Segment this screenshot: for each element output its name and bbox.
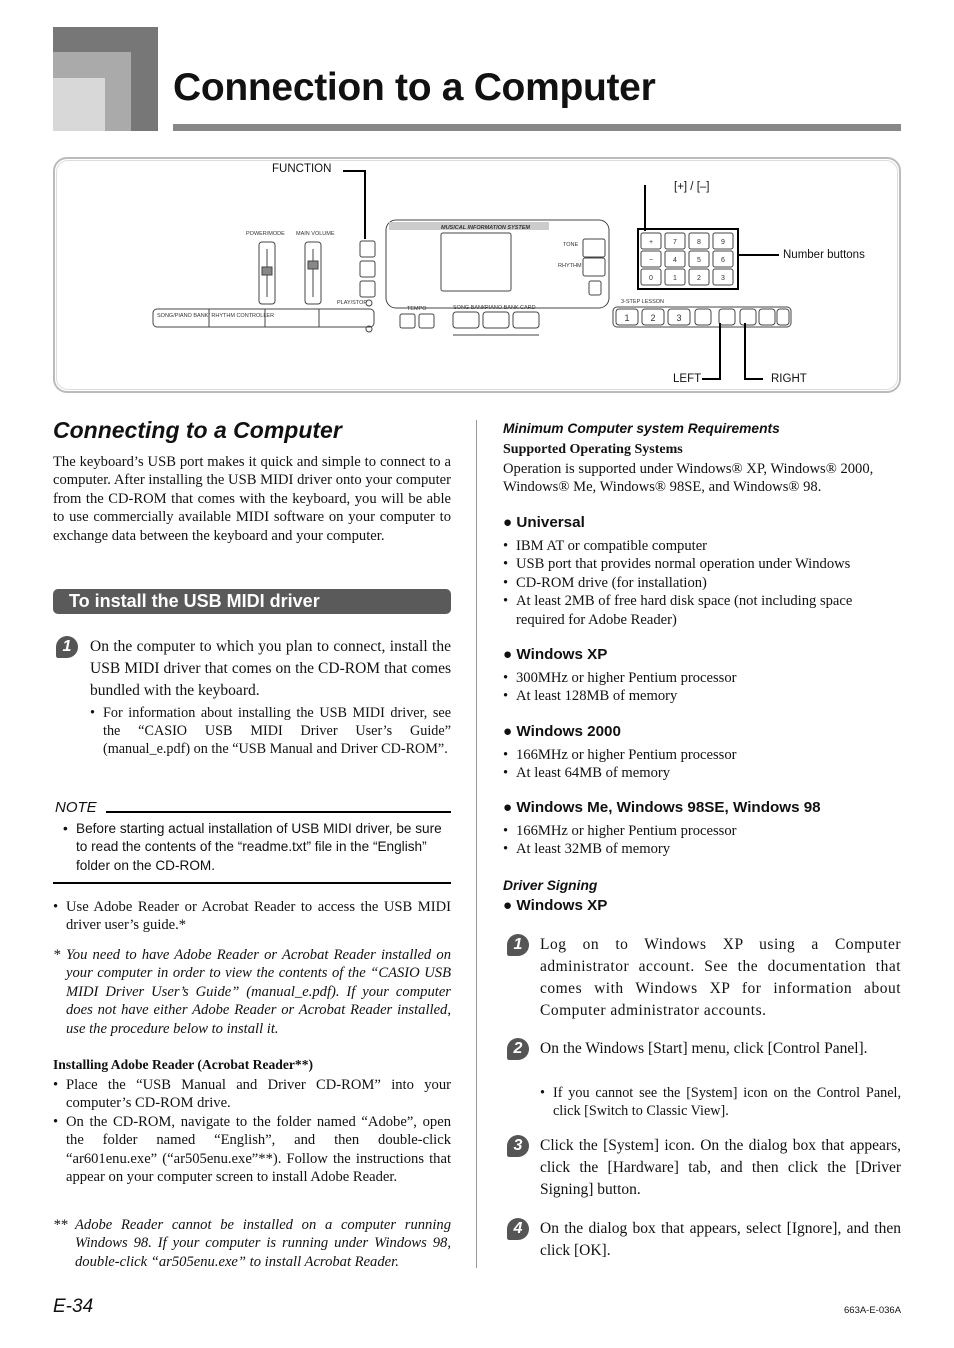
step-number: 3 (507, 1135, 529, 1157)
tone-label: TONE (563, 242, 579, 248)
song-bank-label: SONG BANK (453, 305, 486, 311)
driver-step-text: Log on to Windows XP using a Computer administrator account. See the documentation that comes with Windows XP for information about Computer administrator accounts. (540, 936, 901, 1019)
step3-key: 3 (676, 313, 682, 323)
lesson-label: 3-STEP LESSON (621, 299, 664, 305)
play-stop-label: PLAY/STOP (337, 300, 368, 306)
driver-step-bullets (540, 1084, 901, 1120)
section-heading: Connecting to a Computer (53, 417, 342, 443)
page-title: Connection to a Computer (173, 66, 656, 109)
key-5: 5 (697, 257, 701, 264)
install-step-bullets (90, 704, 451, 759)
minus-key: − (648, 257, 654, 264)
key-2: 2 (697, 275, 701, 282)
volume-label: MAIN VOLUME (296, 231, 335, 237)
adobe-bullets (53, 898, 451, 935)
list-item: • Before starting actual installation of USB MIDI driver, be sure to read the contents of the “readme.txt” file in the “English” folder on the CD-ROM. (63, 820, 445, 875)
supported-os-text: Operation is supported under Windows® XP, Windows® 2000, Windows® Me, Windows® 98SE, and Windows® 98. (503, 461, 874, 496)
driver-step-text: On the dialog box that appears, select [Ignore], and then click [OK]. (540, 1220, 901, 1259)
piano-bank-label: PIANO BANK (485, 305, 519, 311)
note-bullets (63, 820, 445, 875)
key-7: 7 (673, 239, 677, 246)
list-item: • On the CD-ROM, navigate to the folder named “Adobe”, open the folder named “English”, and then double-click “ar601enu.exe” (“ar505enu.exe”**). Follow the instructions that appear on your computer screen to install Adobe Reader. (53, 1113, 451, 1187)
column-divider (476, 420, 477, 1268)
list-item: • At least 64MB of memory (503, 764, 901, 782)
tempo-label: TEMPO (407, 306, 427, 312)
install-step-text: On the computer to which you plan to connect, install the USB MIDI driver that comes on the CD-ROM that comes bundled with the keyboard. (90, 638, 451, 699)
list-item: • IBM AT or compatible computer (503, 537, 901, 555)
requirement-group-title: ● Windows XP (503, 646, 608, 663)
step-number: 1 (507, 934, 529, 956)
requirement-list (503, 746, 901, 783)
key-8: 8 (697, 239, 701, 246)
left-label: LEFT (673, 373, 702, 385)
min-req-heading: Minimum Computer system Requirements (503, 421, 780, 436)
list-item: • Place the “USB Manual and Driver CD-ROM” into your computer’s CD-ROM drive. (53, 1076, 451, 1113)
installing-heading: Installing Adobe Reader (Acrobat Reader**) (53, 1057, 314, 1072)
list-item: • If you cannot see the [System] icon on the Control Panel, click [Switch to Classic View]. (540, 1084, 901, 1120)
list-item: • At least 2MB of free hard disk space (not including space required for Adobe Reader) (503, 592, 901, 629)
key-6: 6 (721, 257, 725, 264)
list-item: • 300MHz or higher Pentium processor (503, 669, 901, 687)
driver-signing-heading: Driver Signing (503, 878, 598, 893)
requirement-list (503, 669, 901, 706)
plus-key: + (648, 239, 654, 246)
controller-label: SONG/PIANO BANK/ RHYTHM CONTROLLER (157, 313, 275, 319)
requirement-group-title: ● Universal (503, 514, 585, 531)
power-label: POWER/MODE (246, 231, 285, 237)
brand-label: MUSICAL INFORMATION SYSTEM (441, 225, 531, 231)
key-1: 1 (673, 275, 677, 282)
document-code: 663A-E-036A (844, 1305, 902, 1316)
driver-signing-os: ● Windows XP (503, 897, 608, 914)
driver-step-text: On the Windows [Start] menu, click [Control Panel]. (540, 1040, 868, 1057)
requirement-list (503, 822, 901, 859)
list-item: • 166MHz or higher Pentium processor (503, 822, 901, 840)
title-rule (173, 124, 901, 131)
page-number: E-34 (53, 1296, 94, 1317)
list-item: • At least 128MB of memory (503, 687, 901, 705)
step1-key: 1 (624, 313, 630, 323)
driver-step-text: Click the [System] icon. On the dialog box that appears, click the [Hardware] tab, and then click the [Driver Signing] button. (540, 1137, 901, 1198)
step-number: 1 (56, 636, 78, 658)
requirement-list (503, 537, 901, 629)
right-label: RIGHT (771, 373, 807, 385)
footnote-mark: * (53, 947, 61, 963)
key-4: 4 (673, 257, 677, 264)
card-label: CARD (520, 305, 536, 311)
list-item: • Use Adobe Reader or Acrobat Reader to access the USB MIDI driver user’s guide.* (53, 898, 451, 935)
supported-os-heading: Supported Operating Systems (503, 442, 683, 457)
key-3: 3 (721, 275, 725, 282)
note-rule (106, 811, 451, 813)
list-item: • At least 32MB of memory (503, 840, 901, 858)
footnote-text: Adobe Reader cannot be installed on a computer running Windows 98. If your computer is running under Windows 98, double-click “ar505enu.exe” to install Acrobat Reader. (75, 1217, 451, 1270)
step-number: 4 (507, 1218, 529, 1240)
list-item: • 166MHz or higher Pentium processor (503, 746, 901, 764)
footnote-text: You need to have Adobe Reader or Acrobat Reader installed on your computer in order to view the contents of the “CASIO USB MIDI Driver User’s Guide” (manual_e.pdf). If your computer does not have either Adobe Reader or Acrobat Reader installed, use the procedure below to install it. (66, 947, 451, 1037)
intro-paragraph: The keyboard’s USB port makes it quick and simple to connect to a computer. After installing the USB MIDI driver onto your computer from the CD-ROM that comes with the keyboard, you will be able to use commercially available MIDI software on your computer to exchange data between the keyboard and your computer. (53, 454, 451, 544)
step2-key: 2 (650, 313, 656, 323)
footnote-mark: ** (53, 1217, 68, 1233)
install-heading: To install the USB MIDI driver (53, 589, 451, 614)
list-item: • USB port that provides normal operation under Windows (503, 555, 901, 573)
requirement-group-title: ● Windows 2000 (503, 723, 621, 740)
plus-minus-label: [+] / [–] (674, 181, 710, 193)
requirement-group-title: ● Windows Me, Windows 98SE, Windows 98 (503, 799, 821, 816)
list-item: • For information about installing the USB MIDI driver, see the “CASIO USB MIDI Driver User’s Guide” (manual_e.pdf) on the “USB Manual and Driver CD-ROM”. (90, 704, 451, 759)
header-decoration (53, 78, 105, 131)
number-buttons-label: Number buttons (783, 249, 865, 261)
note-label: NOTE (55, 799, 97, 816)
function-label: FUNCTION (272, 163, 332, 175)
step-number: 2 (507, 1038, 529, 1060)
key-0: 0 (649, 275, 653, 282)
key-9: 9 (721, 239, 725, 246)
keyboard-panel-illustration (53, 157, 901, 393)
list-item: • CD-ROM drive (for installation) (503, 574, 901, 592)
installing-bullets (53, 1076, 451, 1186)
note-bottom-rule (53, 882, 451, 884)
rhythm-label: RHYTHM (558, 263, 582, 269)
